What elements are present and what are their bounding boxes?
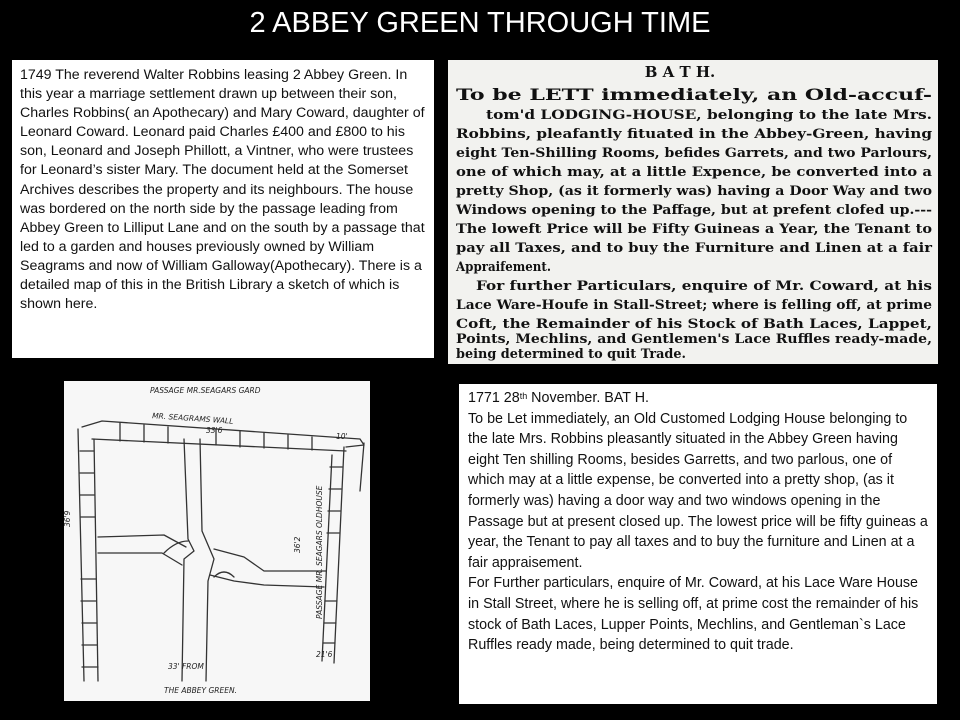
clipping-line: tom'd LODGING-HOUSE, belonging to the late Mrs. — [486, 108, 932, 123]
floor-plan-drawing — [64, 381, 370, 701]
clipping-line: being determined to quit Trade. — [456, 347, 686, 362]
clipping-line: pretty Shop, (as it formerly was) having a Door Way and two — [456, 184, 933, 199]
partition-right — [200, 439, 214, 681]
partition-mid-right-2 — [210, 575, 324, 587]
text-1771-intro: 1771 28th November. BAT H. — [468, 390, 650, 406]
partition-mid-left-2 — [98, 553, 182, 565]
text-1771-paragraph-1: To be Let immediately, an Old Customed Lodging House belonging to the late Mrs. Robbins pleasantly situated in the Abbey Green having eight Ten shilling Rooms, besides Garretts, and two parlous, one of which may at a little expense, be converted into a pretty shop, (as it formerly was) having a door way and two windows opening in the Passage but at present closed up. The lowest price will be fifty guineas a year, the Tenant to pay all taxes and to buy the furniture and Linen at a fair appraisement. — [468, 410, 928, 571]
clipping-line: Lace Ware-Houfe in Stall-Street; where is felling off, at prime — [456, 298, 932, 313]
clipping-line: pay all Taxes, and to buy the Furniture and Linen at a fair — [456, 241, 933, 256]
wall-far-right — [360, 443, 364, 491]
clipping-line: For further Particulars, enquire of Mr. Coward, at his — [476, 279, 932, 294]
clipping-line: Appraifement. — [455, 260, 551, 275]
text-1771-paragraph-2: For Further particulars, enquire of Mr. Coward, at his Lace Ware House in Stall Street, where he is selling off, at prime cost the remainder of his stock of Bath Laces, Lupper Points, Mechlins, and Gentleman`s Lace Ruffles ready made, being determined to quit trade. — [468, 575, 919, 654]
partition-left — [182, 439, 194, 681]
text-1771 — [459, 384, 937, 704]
sketch-label-bottom-right-dim: 21'6 — [316, 650, 333, 659]
sketch-label-wall: MR. SEAGRAMS WALL — [151, 411, 234, 426]
sketch-label-top: PASSAGE MR.SEAGARS GARD — [150, 386, 261, 395]
clipping-line: Coft, the Remainder of his Stock of Bath Laces, Lappet, — [456, 317, 932, 332]
sketch-label-bottom: THE ABBEY GREEN. — [164, 686, 237, 695]
text-1749: 1749 The reverend Walter Robbins leasing 2 Abbey Green. In this year a marriage settlement drawn up between their son, Charles Robbins( an Apothecary) and Mary Coward, daughter of Leonard Coward. Leonard paid Charles £400 and £800 to his son, Leonard and Joseph Phillott, a Vintner, who were trustees for Leonard’s sister Mary. The document held at the Somerset Archives describes the property and its neighbours. The house was bordered on the north side by the passage leading from Abbey Green to Lilliput Lane and on the south by a passage that led to a garden and houses previously owned by William Seagrams and now of William Galloway(Apothecary). There is a detailed map of this in the British Library a sketch of which is shown here. — [12, 60, 434, 358]
clipping-line: one of which may, at a little Expence, be converted into a — [456, 165, 933, 180]
clipping-line: eight Ten-Shilling Rooms, befides Garrets, and two Parlours, — [456, 146, 932, 161]
sketch-label-right-side: PASSAGE MR. SEAGARS OLDHOUSE — [315, 485, 324, 619]
door-swing — [164, 541, 188, 553]
clipping-line: Robbins, pleafantly fituated in the Abbey-Green, having — [456, 127, 932, 142]
sketch-label-center-dim: 36'2 — [293, 536, 302, 553]
wall-left — [78, 429, 84, 681]
sketch-label-wall-dim: 33'6 — [206, 426, 223, 435]
partition-mid-right — [214, 549, 326, 571]
floor-plan-sketch — [64, 381, 370, 701]
newspaper-clipping-image — [448, 60, 938, 364]
wall-right — [334, 447, 344, 663]
clipping-line: The loweft Price will be Fifty Guineas a Year, the Tenant to — [456, 222, 933, 237]
sketch-label-bottom-dim: 33' FROM — [168, 662, 204, 671]
clipping-line: Points, Mechlins, and Gentlemen's Lace Ruffles ready-made, — [456, 332, 932, 347]
slide-title: 2 ABBEY GREEN THROUGH TIME — [249, 7, 711, 39]
sketch-label-right-dim: 10' — [336, 432, 348, 441]
clipping-line: Windows opening to the Paffage, but at prefent clofed up.--- — [454, 203, 932, 218]
newspaper-clipping — [448, 60, 938, 364]
wall-top-inner — [92, 439, 346, 451]
clipping-heading: B A T H. — [644, 63, 716, 81]
clipping-line: To be LETT immediately, an Old-accuf- — [456, 85, 932, 104]
sketch-label-left-dim: 36'9 — [63, 510, 72, 527]
